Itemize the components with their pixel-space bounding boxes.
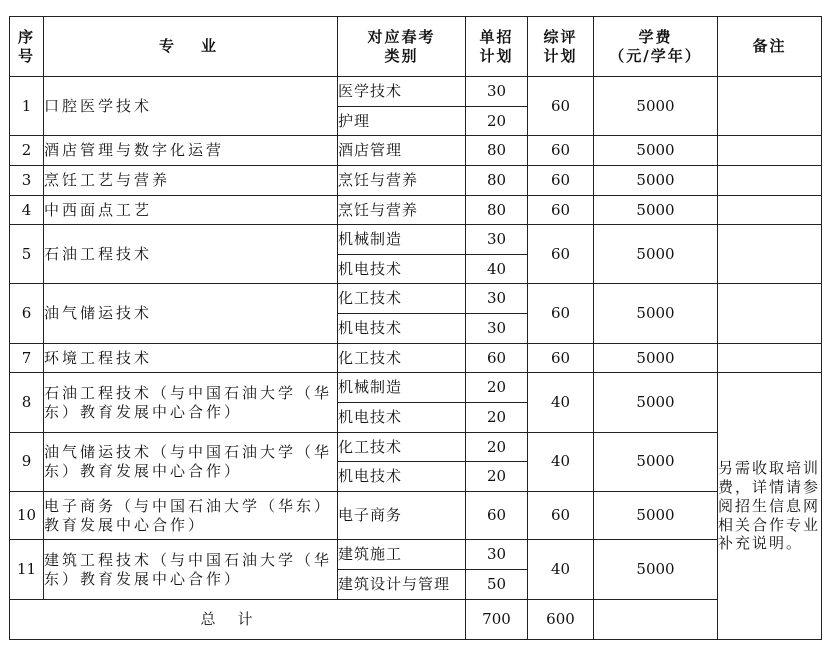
- row-tuition: 5000: [594, 343, 718, 373]
- row-tuition: 5000: [594, 284, 718, 343]
- row-category: 化工技术: [338, 284, 466, 314]
- row-no: 3: [10, 165, 44, 195]
- header-remark: 备注: [718, 17, 822, 77]
- row-remark: [718, 77, 822, 136]
- row-no: 4: [10, 195, 44, 225]
- row-category: 烹饪与营养: [338, 195, 466, 225]
- row-tuition: 5000: [594, 491, 718, 539]
- row-tuition: 5000: [594, 136, 718, 166]
- header-category: 对应春考 类别: [338, 17, 466, 77]
- row-category: 机电技术: [338, 314, 466, 344]
- row-no: 1: [10, 77, 44, 136]
- row-category: 护理: [338, 106, 466, 136]
- row-category: 建筑设计与管理: [338, 570, 466, 600]
- row-single-plan: 20: [466, 432, 528, 462]
- row-tuition: 5000: [594, 540, 718, 599]
- row-comprehensive-plan: 40: [528, 540, 594, 599]
- row-single-plan: 80: [466, 136, 528, 166]
- row-tuition: 5000: [594, 225, 718, 284]
- row-remark: [718, 284, 822, 343]
- row-category: 机械制造: [338, 225, 466, 255]
- row-tuition: 5000: [594, 432, 718, 491]
- enrollment-plan-table: [9, 16, 822, 640]
- row-comprehensive-plan: 60: [528, 225, 594, 284]
- row-major: 电子商务（与中国石油大学（华东）教育发展中心合作）: [44, 491, 338, 539]
- table-row: [10, 77, 822, 107]
- row-single-plan: 30: [466, 540, 528, 570]
- total-single-plan: 700: [466, 599, 528, 639]
- row-no: 11: [10, 540, 44, 599]
- row-remark: [718, 165, 822, 195]
- table-row: [10, 225, 822, 255]
- row-category: 电子商务: [338, 491, 466, 539]
- row-category: 化工技术: [338, 432, 466, 462]
- row-category: 机电技术: [338, 254, 466, 284]
- row-category: 建筑施工: [338, 540, 466, 570]
- row-no: 9: [10, 432, 44, 491]
- remark-note: 另需收取培训费，详情请参阅招生信息网相关合作专业补充说明。: [718, 373, 822, 640]
- row-no: 10: [10, 491, 44, 539]
- row-comprehensive-plan: 60: [528, 195, 594, 225]
- header-row: [10, 17, 822, 77]
- row-tuition: 5000: [594, 373, 718, 432]
- row-major: 口腔医学技术: [44, 77, 338, 136]
- header-single-plan: 单招 计划: [466, 17, 528, 77]
- row-single-plan: 40: [466, 254, 528, 284]
- total-tuition: [594, 599, 718, 639]
- row-remark: [718, 195, 822, 225]
- row-single-plan: 60: [466, 343, 528, 373]
- row-remark: [718, 225, 822, 284]
- row-no: 6: [10, 284, 44, 343]
- row-major: 中西面点工艺: [44, 195, 338, 225]
- header-tuition: 学费 （元/学年）: [594, 17, 718, 77]
- header-no: 序 号: [10, 17, 44, 77]
- row-single-plan: 50: [466, 570, 528, 600]
- table-row: [10, 284, 822, 314]
- header-major: 专 业: [44, 17, 338, 77]
- row-single-plan: 20: [466, 403, 528, 433]
- row-single-plan: 30: [466, 77, 528, 107]
- table-row: [10, 432, 822, 462]
- row-category: 烹饪与营养: [338, 165, 466, 195]
- row-single-plan: 60: [466, 491, 528, 539]
- table-row: [10, 165, 822, 195]
- row-category: 化工技术: [338, 343, 466, 373]
- row-major: 酒店管理与数字化运营: [44, 136, 338, 166]
- row-tuition: 5000: [594, 195, 718, 225]
- row-single-plan: 20: [466, 373, 528, 403]
- row-major: 烹饪工艺与营养: [44, 165, 338, 195]
- row-tuition: 5000: [594, 77, 718, 136]
- row-single-plan: 80: [466, 195, 528, 225]
- row-single-plan: 20: [466, 106, 528, 136]
- row-remark: [718, 136, 822, 166]
- row-major: 建筑工程技术（与中国石油大学（华东）教育发展中心合作）: [44, 540, 338, 599]
- row-comprehensive-plan: 40: [528, 432, 594, 491]
- table-row: [10, 136, 822, 166]
- row-comprehensive-plan: 60: [528, 77, 594, 136]
- table-row: [10, 373, 822, 403]
- row-single-plan: 30: [466, 314, 528, 344]
- row-category: 医学技术: [338, 77, 466, 107]
- table-row: [10, 491, 822, 539]
- row-major: 石油工程技术（与中国石油大学（华东）教育发展中心合作）: [44, 373, 338, 432]
- total-comprehensive-plan: 600: [528, 599, 594, 639]
- table-row: [10, 343, 822, 373]
- row-no: 8: [10, 373, 44, 432]
- row-no: 2: [10, 136, 44, 166]
- row-category: 机械制造: [338, 373, 466, 403]
- row-category: 机电技术: [338, 403, 466, 433]
- row-remark: [718, 343, 822, 373]
- row-no: 5: [10, 225, 44, 284]
- total-row: [10, 599, 822, 639]
- row-comprehensive-plan: 60: [528, 136, 594, 166]
- row-comprehensive-plan: 60: [528, 284, 594, 343]
- row-category: 酒店管理: [338, 136, 466, 166]
- header-comprehensive-plan: 综评 计划: [528, 17, 594, 77]
- total-label: 总计: [10, 599, 466, 639]
- row-major: 环境工程技术: [44, 343, 338, 373]
- row-major: 油气储运技术（与中国石油大学（华东）教育发展中心合作）: [44, 432, 338, 491]
- row-tuition: 5000: [594, 165, 718, 195]
- row-single-plan: 20: [466, 462, 528, 492]
- row-single-plan: 30: [466, 225, 528, 255]
- row-major: 油气储运技术: [44, 284, 338, 343]
- row-comprehensive-plan: 60: [528, 343, 594, 373]
- row-major: 石油工程技术: [44, 225, 338, 284]
- row-single-plan: 80: [466, 165, 528, 195]
- row-comprehensive-plan: 60: [528, 165, 594, 195]
- row-comprehensive-plan: 60: [528, 491, 594, 539]
- row-single-plan: 30: [466, 284, 528, 314]
- row-category: 机电技术: [338, 462, 466, 492]
- row-comprehensive-plan: 40: [528, 373, 594, 432]
- table-row: [10, 540, 822, 570]
- row-no: 7: [10, 343, 44, 373]
- table-row: [10, 195, 822, 225]
